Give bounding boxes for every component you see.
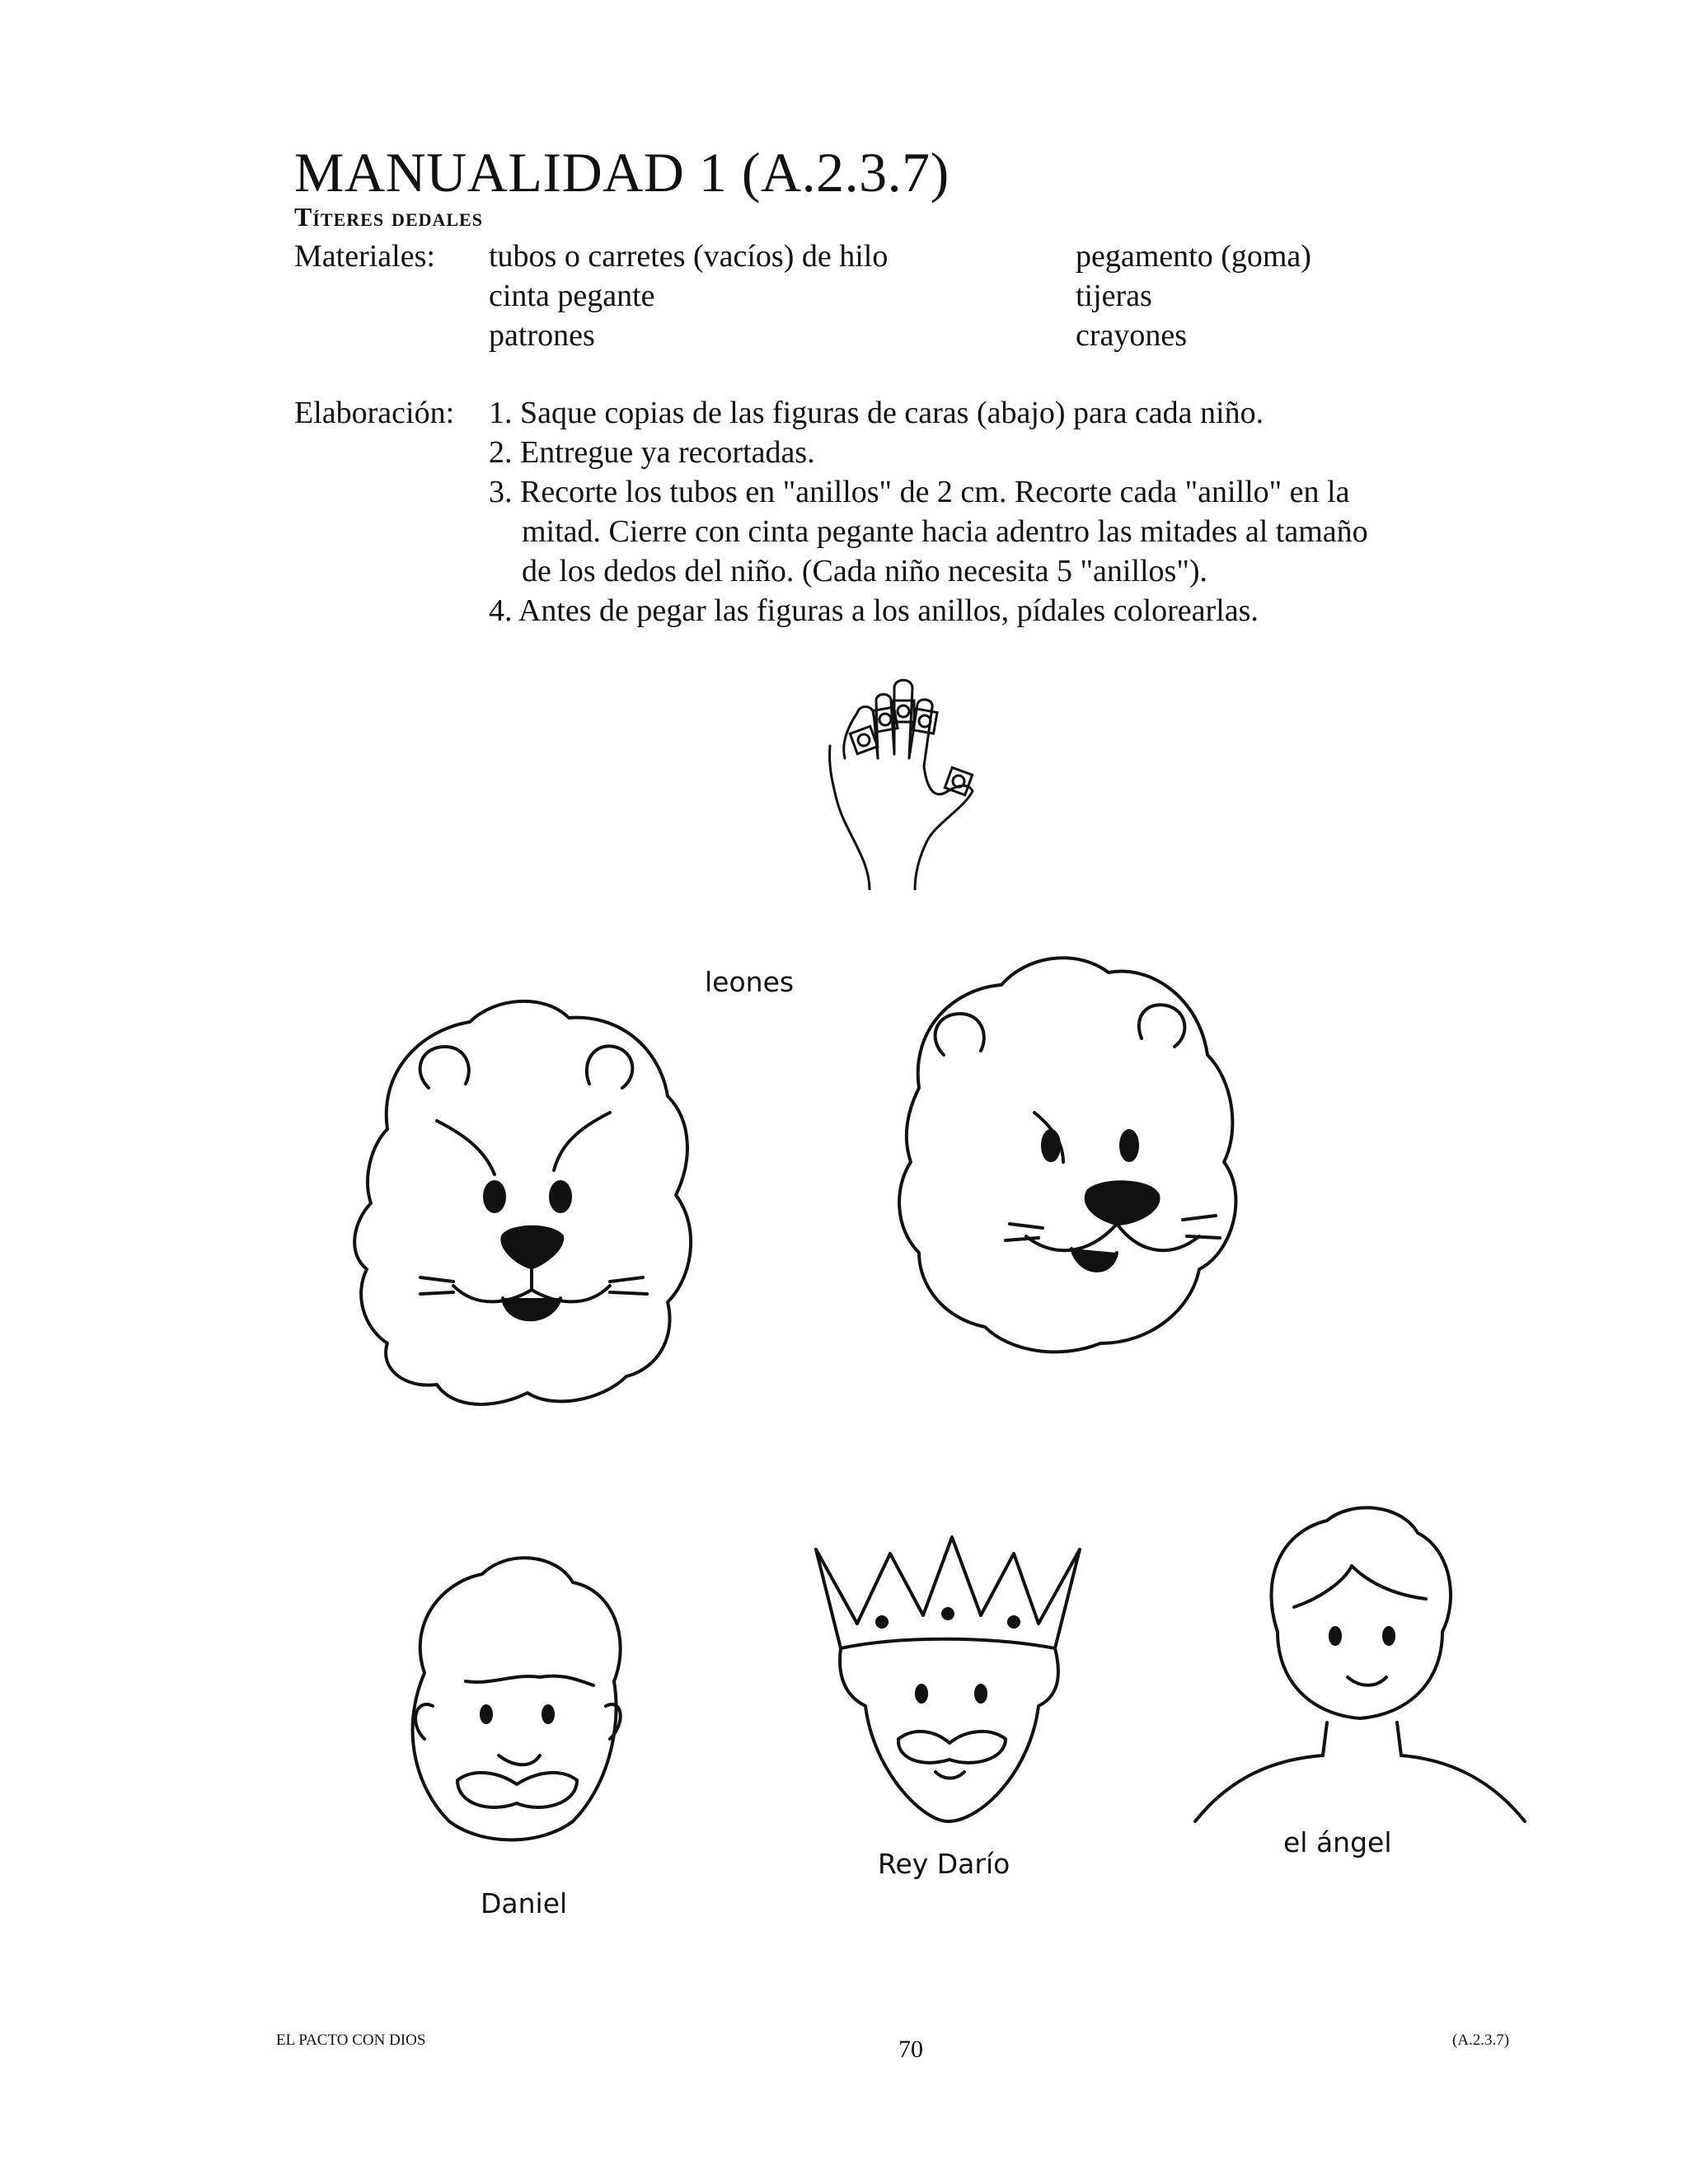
step-item-continued: de los dedos del niño. (Cada niño necesita 5 "anillos").: [522, 554, 1208, 588]
footer-book-title: EL PACTO CON DIOS: [276, 2032, 426, 2049]
section-subtitle: Títeres dedales: [294, 202, 483, 232]
step-item: 3. Recorte los tubos en "anillos" de 2 cm. Recorte cada "anillo" en la: [489, 475, 1350, 509]
step-item-continued: mitad. Cierre con cinta pegante hacia adentro las mitades al tamaño: [522, 514, 1368, 549]
rey-dario-label: Rey Darío: [878, 1848, 1010, 1880]
steps-list: [489, 393, 1368, 630]
angel-illustration: [1187, 1483, 1533, 1830]
material-item: tubos o carretes (vacíos) de hilo: [489, 239, 889, 274]
daniel-label: Daniel: [481, 1887, 568, 1919]
page-number: 70: [898, 2036, 923, 2063]
material-item: patrones: [489, 318, 595, 353]
step-item: 4. Antes de pegar las figuras a los anillos, pídales colorearlas.: [489, 593, 1259, 628]
hand-illustration: [812, 668, 1001, 890]
lion-face-illustration: [870, 940, 1265, 1385]
lion-face-illustration: [330, 981, 725, 1442]
material-item: pegamento (goma): [1076, 239, 1311, 274]
step-item: 1. Saque copias de las figuras de caras (abajo) para cada niño.: [489, 396, 1264, 430]
king-darius-illustration: [799, 1525, 1096, 1854]
elaboration-label: Elaboración:: [294, 396, 455, 430]
material-item: crayones: [1076, 318, 1188, 353]
footer-code: (A.2.3.7): [1452, 2032, 1510, 2049]
material-item: tijeras: [1076, 279, 1152, 313]
leones-label: leones: [705, 966, 795, 998]
daniel-face-illustration: [375, 1541, 639, 1854]
material-item: cinta pegante: [489, 279, 655, 313]
page-title: MANUALIDAD 1 (A.2.3.7): [294, 141, 950, 204]
step-item: 2. Entregue ya recortadas.: [489, 435, 815, 470]
angel-label: el ángel: [1283, 1826, 1392, 1858]
materials-label: Materiales:: [294, 239, 435, 274]
